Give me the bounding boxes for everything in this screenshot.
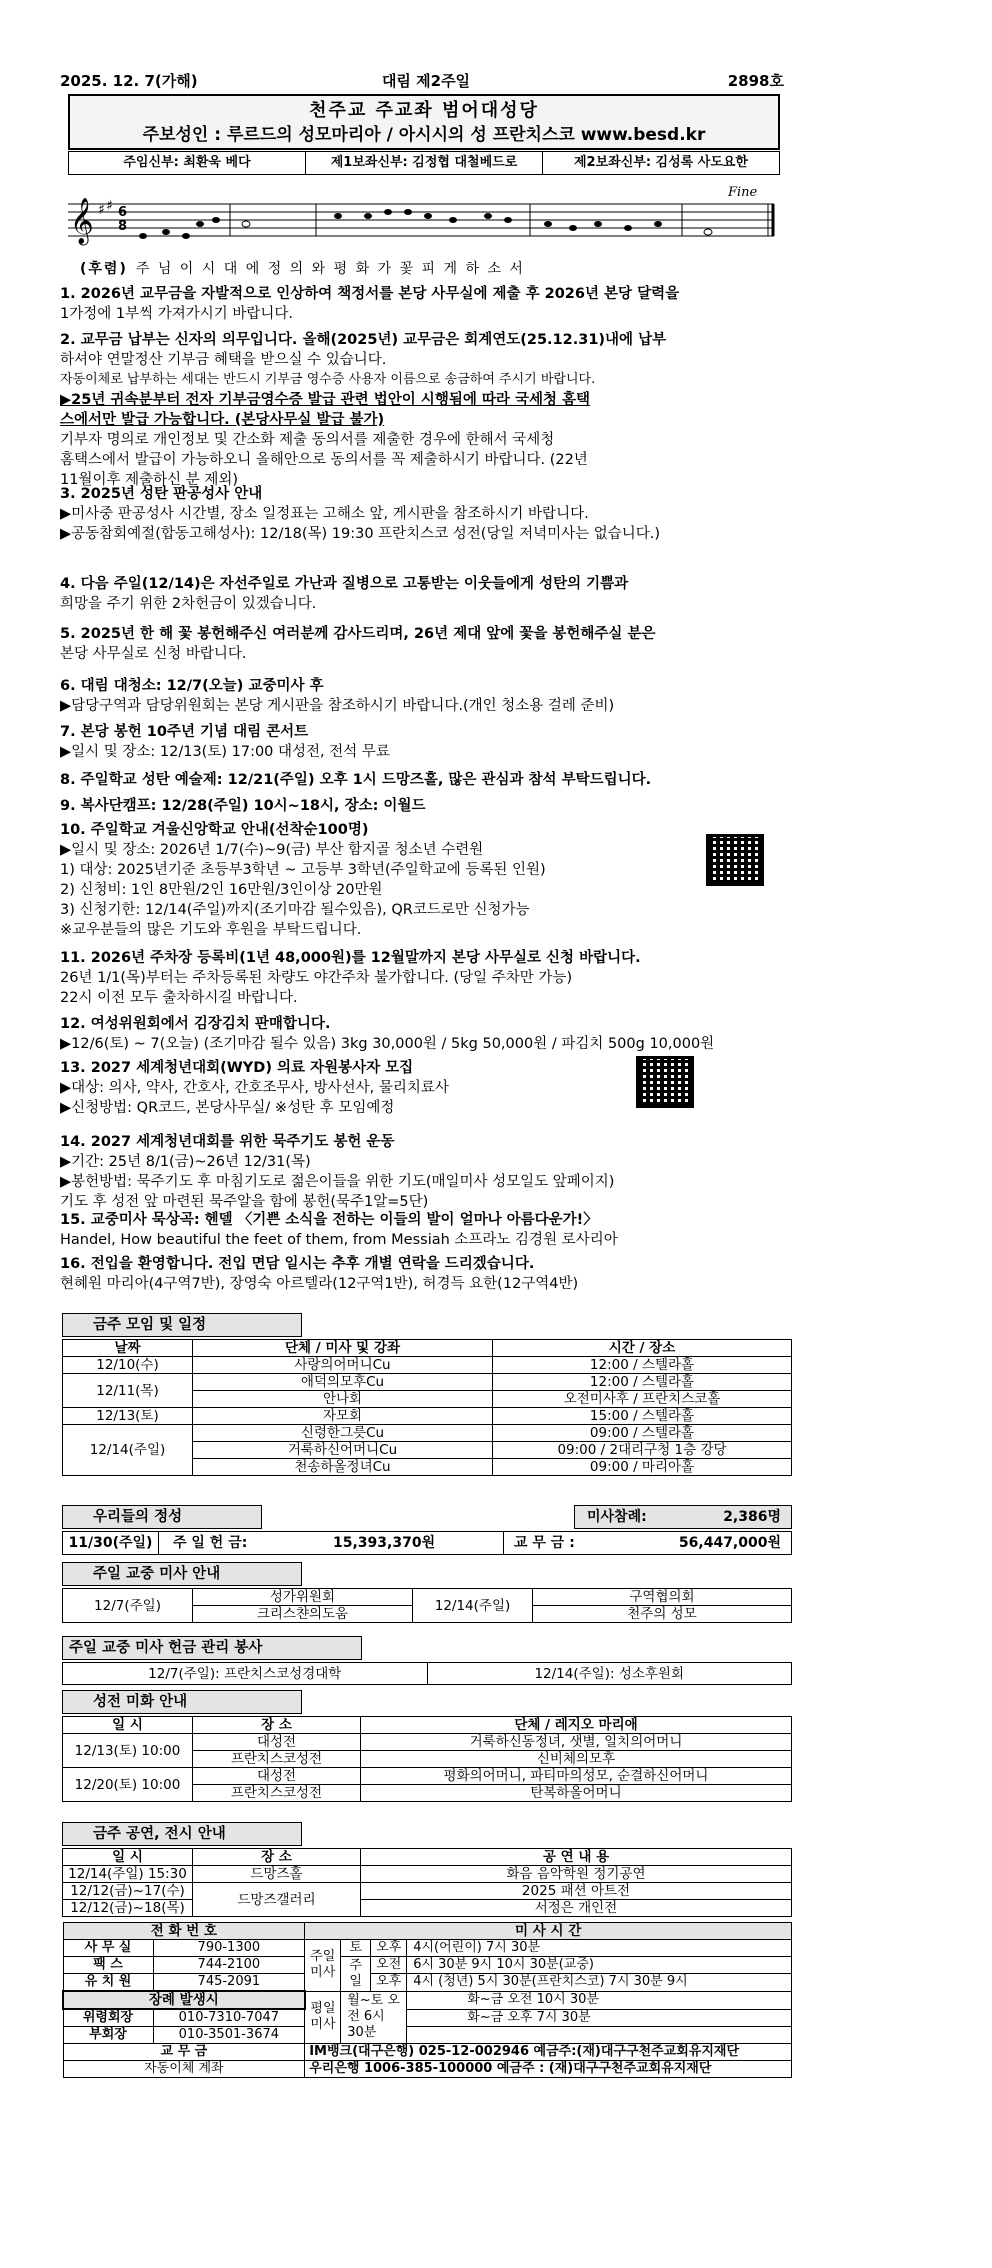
table-row — [63, 1357, 792, 1374]
table-row — [63, 1408, 792, 1425]
tithe-value: 56,447,000원 — [678, 1535, 781, 1551]
notice-line: 16. 전입을 환영합니다. 전입 면담 일시는 추후 개별 연락을 드리겠습니다. — [60, 1256, 535, 1272]
notice-item — [60, 284, 790, 324]
notice-item — [60, 948, 790, 1008]
table-cell: 12/20(토) 10:00 — [63, 1768, 193, 1802]
table-row — [63, 1923, 792, 1940]
svg-text:♯: ♯ — [98, 202, 105, 218]
assistant-priest-1: 제1보좌신부: 김정협 대철베드로 — [306, 152, 543, 174]
svg-text:♯: ♯ — [106, 198, 113, 214]
table-row — [63, 2044, 792, 2061]
meetings-title: 금주 모임 및 일정 — [62, 1313, 302, 1337]
table-cell: 오후 — [371, 1974, 407, 1992]
table-cell: 12/12(금)~18(목) — [63, 1900, 193, 1917]
table-cell: 토 — [341, 1940, 371, 1957]
table-cell: 대성전 — [193, 1734, 361, 1751]
table-row — [63, 1589, 792, 1606]
notice-item — [60, 330, 790, 490]
table-cell: 팩 스 — [63, 1957, 153, 1974]
lyrics-text: 주 님 이 시 대 에 정 의 와 평 화 가 꽃 피 게 하 소 서 — [135, 261, 525, 277]
table-cell: 12:00 / 스텔라홀 — [493, 1357, 792, 1374]
notice-line: 본당 사무실로 신청 바랍니다. — [60, 646, 247, 662]
notice-line: 희망을 주기 위한 2차헌금이 있겠습니다. — [60, 596, 317, 612]
parish-header — [68, 94, 780, 150]
table-header-cell: 미 사 시 간 — [305, 1923, 792, 1940]
collection-title: 주일 교중 미사 헌금 관리 봉사 — [62, 1636, 362, 1660]
notice-line: 현혜원 마리아(4구역7반), 장영숙 아르텔라(12구역1반), 허경득 요한(12구역4반) — [60, 1276, 579, 1292]
cleaning-title: 성전 미화 안내 — [62, 1690, 302, 1714]
svg-text:6: 6 — [118, 205, 128, 220]
notice-line: 기부자 명의로 개인정보 및 간소화 제출 동의서를 제출한 경우에 한해서 국세청 — [60, 432, 555, 448]
parish-patrons: 주보성인 : 루르드의 성모마리아 / 아시시의 성 프란치스코 www.besd.kr — [142, 125, 706, 145]
table-row — [63, 1663, 792, 1685]
notice-line: 기도 후 성전 앞 마련된 묵주알을 함에 봉헌(묵주1알=5단) — [60, 1194, 429, 1210]
table-cell: 프란치스코성전 — [193, 1785, 361, 1802]
table-cell: 09:00 / 2대리구청 1층 강당 — [493, 1442, 792, 1459]
notice-line: Handel, How beautiful the feet of them, from Messiah 소프라노 김경원 로사리아 — [60, 1232, 618, 1248]
table-cell: 주일 미사 — [305, 1940, 341, 1992]
notice-line: ▶일시 및 장소: 12/13(토) 17:00 대성전, 전석 무료 — [60, 744, 390, 760]
notice-item — [60, 1210, 790, 1250]
notice-line: ※교우분들의 많은 기도와 후원을 부탁드립니다. — [60, 922, 362, 938]
table-cell: 월~토 오전 6시 30분 — [341, 1991, 407, 2044]
cleaning-table — [62, 1716, 792, 1802]
contact-mass-table — [62, 1922, 792, 2078]
notice-line: 14. 2027 세계청년대회를 위한 묵주기도 봉헌 운동 — [60, 1134, 395, 1150]
table-cell: 거룩하신어머니Cu — [193, 1442, 493, 1459]
notice-line: 2. 교무금 납부는 신자의 의무입니다. 올해(2025년) 교무금은 회계연도(25.12.31)내에 납부 — [60, 332, 667, 348]
table-cell: 2025 패션 아트전 — [361, 1883, 792, 1900]
notice-item — [60, 1254, 790, 1294]
offering-date: 11/30(주일) — [63, 1532, 159, 1554]
table-cell: 대성전 — [193, 1768, 361, 1785]
table-cell: 사 무 실 — [63, 1940, 153, 1957]
mass-attendance-box — [574, 1505, 792, 1529]
table-cell: 745-2091 — [153, 1974, 305, 1992]
table-cell: 12/14(주일) — [63, 1425, 193, 1476]
notice-line: ▶신청방법: QR코드, 본당사무실/ ※성탄 후 모임예정 — [60, 1100, 395, 1116]
table-cell: 신령한그릇Cu — [193, 1425, 493, 1442]
notice-line: ▶대상: 의사, 약사, 간호사, 간호조무사, 방사선사, 물리치료사 — [60, 1080, 449, 1096]
table-cell: 신비체의모후 — [361, 1751, 792, 1768]
table-cell: 화~금 오전 10시 30분 — [407, 1991, 792, 2009]
table-cell: 15:00 / 스텔라홀 — [493, 1408, 792, 1425]
table-cell: 드망즈홀 — [193, 1866, 361, 1883]
table-cell: 교 무 금 — [63, 2044, 305, 2061]
notice-item — [60, 796, 790, 816]
notice-line: ▶25년 귀속분부터 전자 기부금영수증 발급 관련 법안이 시행됨에 따라 국세청 홈택 — [60, 392, 591, 408]
table-cell: 화~금 오후 7시 30분 — [407, 2009, 792, 2027]
mass-attendance-value: 2,386명 — [723, 1509, 781, 1525]
table-cell: 천송하올정녀Cu — [193, 1459, 493, 1476]
table-cell: 주일 — [341, 1957, 371, 1992]
table-row — [63, 1425, 792, 1442]
table-row — [63, 1768, 792, 1785]
offering-row — [62, 1531, 792, 1555]
liturgical-sunday: 대림 제2주일 — [381, 72, 471, 90]
col-time: 시간 / 장소 — [493, 1340, 792, 1357]
table-cell: 12/12(금)~17(수) — [63, 1883, 193, 1900]
qr-code-winter-school[interactable] — [706, 834, 764, 886]
notice-item — [60, 1132, 790, 1212]
table-row — [63, 1957, 792, 1974]
table-cell: 09:00 / 스텔라홀 — [493, 1425, 792, 1442]
table-cell: 오전미사후 / 프란치스코홀 — [493, 1391, 792, 1408]
table-cell: 12:00 / 스텔라홀 — [493, 1374, 792, 1391]
table-cell: 서정은 개인전 — [361, 1900, 792, 1917]
mass-guide-table — [62, 1588, 792, 1623]
notice-item — [60, 1014, 790, 1054]
notice-line: 스에서만 발급 가능합니다. (본당사무실 발급 불가) — [60, 412, 385, 428]
table-cell: 크리스챤의도움 — [193, 1606, 413, 1623]
table-cell: 4시(어린이) 7시 30분 — [407, 1940, 792, 1957]
top-bar — [58, 70, 794, 94]
table-cell: IM뱅크(대구은행) 025-12-002946 예금주:(재)대구구천주교회유지재단 — [305, 2044, 792, 2061]
qr-code-wyd-volunteer[interactable] — [636, 1056, 694, 1108]
table-row — [63, 1866, 792, 1883]
notice-line: 하셔야 연말정산 기부금 혜택을 받으실 수 있습니다. — [60, 352, 387, 368]
bulletin-date: 2025. 12. 7(가해) — [60, 72, 198, 90]
table-cell: 오전 — [371, 1957, 407, 1974]
table-cell: 드망즈갤러리 — [193, 1883, 361, 1917]
table-cell: 4시 (청년) 5시 30분(프란치스코) 7시 30분 9시 — [407, 1974, 792, 1992]
notice-line: 3) 신청기한: 12/14(주일)까지(조기마감 될수있음), QR코드로만 신청가능 — [60, 902, 530, 918]
table-cell: 사랑의어머니Cu — [193, 1357, 493, 1374]
notice-line: 3. 2025년 성탄 판공성사 안내 — [60, 486, 263, 502]
table-cell: 안나회 — [193, 1391, 493, 1408]
table-row — [63, 1974, 792, 1992]
notice-item — [60, 624, 790, 664]
table-cell: 거룩하신동정녀, 샛별, 일치의어머니 — [361, 1734, 792, 1751]
offering-title: 우리들의 정성 — [62, 1505, 262, 1529]
weekly-offering-value: 15,393,370원 — [333, 1535, 436, 1551]
notice-line: ▶일시 및 장소: 2026년 1/7(수)~9(금) 부산 함지골 청소년 수련원 — [60, 842, 484, 858]
table-row — [63, 2061, 792, 2078]
table-cell: 자동이체 계좌 — [63, 2061, 305, 2078]
weekly-offering-label: 주 일 헌 금: — [173, 1535, 248, 1551]
table-header-cell: 장례 발생시 — [63, 1991, 305, 2009]
notice-line: 7. 본당 봉헌 10주년 기념 대림 콘서트 — [60, 724, 309, 740]
table-cell: 천주의 성모 — [533, 1606, 792, 1623]
notice-line: ▶공동참회예절(합동고해성사): 12/18(목) 19:30 프란치스코 성전(당일 저녁미사는 없습니다.) — [60, 526, 661, 542]
table-header-cell: 장 소 — [193, 1849, 361, 1866]
notice-line: 22시 이전 모두 출차하시길 바랍니다. — [60, 990, 298, 1006]
notice-line: 8. 주일학교 성탄 예술제: 12/21(주일) 오후 1시 드망즈홀, 많은 관심과 참석 부탁드립니다. — [60, 772, 652, 788]
notice-line: 13. 2027 세계청년대회(WYD) 의료 자원봉사자 모집 — [60, 1060, 414, 1076]
table-cell: 12/14(주일): 성소후원회 — [427, 1663, 792, 1685]
table-header-row — [63, 1717, 792, 1734]
notice-line: 5. 2025년 한 해 꽃 봉헌해주신 여러분께 감사드리며, 26년 제대 앞에 꽃을 봉헌해주실 분은 — [60, 626, 656, 642]
table-cell: 오후 — [371, 1940, 407, 1957]
events-title: 금주 공연, 전시 안내 — [62, 1822, 302, 1846]
music-staff — [68, 182, 780, 262]
assistant-priest-2: 제2보좌신부: 김성록 사도요한 — [574, 155, 748, 170]
table-cell: 12/7(주일): 프란치스코성경대학 — [63, 1663, 428, 1685]
table-cell: 평화의어머니, 파티마의성모, 순결하신어머니 — [361, 1768, 792, 1785]
table-cell: 6시 30분 9시 10시 30분(교중) — [407, 1957, 792, 1974]
table-row — [63, 1940, 792, 1957]
notice-line: 1) 대상: 2025년기준 초등부3학년 ~ 고등부 3학년(주일학교에 등록된 인원) — [60, 862, 546, 878]
table-header-cell: 일 시 — [63, 1717, 193, 1734]
table-cell: 12/7(주일) — [63, 1589, 193, 1623]
svg-text:𝄞: 𝄞 — [70, 198, 94, 244]
notice-line: 자동이체로 납부하는 세대는 반드시 기부금 영수증 사용자 이름으로 송금하여 주시기 바랍니다. — [60, 372, 596, 387]
notice-item — [60, 676, 790, 716]
notice-line: 1. 2026년 교무금을 자발적으로 인상하여 책정서를 본당 사무실에 제출 후 2026년 본당 달력을 — [60, 286, 680, 302]
table-row — [63, 2027, 792, 2044]
table-row — [63, 1374, 792, 1391]
table-cell: 성가위원회 — [193, 1589, 413, 1606]
table-header-row — [63, 1340, 792, 1357]
mass-guide-title: 주일 교중 미사 안내 — [62, 1562, 302, 1586]
table-cell: 12/13(토) — [63, 1408, 193, 1425]
table-header-cell: 장 소 — [193, 1717, 361, 1734]
table-cell: 010-7310-7047 — [153, 2009, 305, 2027]
notice-line: 1가정에 1부씩 가져가시기 바랍니다. — [60, 306, 293, 322]
mass-attendance-label: 미사참례: — [587, 1509, 647, 1525]
notice-line: 15. 교중미사 묵상곡: 헨델 〈기쁜 소식을 전하는 이들의 발이 얼마나 아름다운가!〉 — [60, 1212, 598, 1228]
notice-line: ▶12/6(토) ~ 7(오늘) (조기마감 될수 있음) 3kg 30,000원 / 5kg 50,000원 / 파김치 500g 10,000원 — [60, 1036, 715, 1052]
events-table — [62, 1848, 792, 1917]
table-row — [63, 2009, 792, 2027]
notice-line: ▶봉헌방법: 묵주기도 후 마침기도로 젊은이들을 위한 기도(매일미사 성모일도 앞페이지) — [60, 1174, 615, 1190]
tithe-label: 교 무 금 : — [503, 1532, 575, 1554]
notice-item — [60, 820, 790, 940]
table-row — [63, 1734, 792, 1751]
collection-table — [62, 1662, 792, 1685]
table-cell: 구역협의회 — [533, 1589, 792, 1606]
table-cell: 프란치스코성전 — [193, 1751, 361, 1768]
clergy-bar — [68, 151, 780, 175]
table-cell: 09:00 / 마리아홀 — [493, 1459, 792, 1476]
table-cell: 12/13(토) 10:00 — [63, 1734, 193, 1768]
table-cell: 애덕의모후Cu — [193, 1374, 493, 1391]
notice-line: 9. 복사단캠프: 12/28(주일) 10시~18시, 장소: 이월드 — [60, 798, 426, 814]
table-cell: 부회장 — [63, 2027, 153, 2044]
table-cell: 12/11(목) — [63, 1374, 193, 1408]
table-cell: 12/10(수) — [63, 1357, 193, 1374]
table-cell: 010-3501-3674 — [153, 2027, 305, 2044]
col-date: 날짜 — [63, 1340, 193, 1357]
table-cell: 12/14(주일) — [413, 1589, 533, 1623]
notice-line: 홈택스에서 발급이 가능하오니 올해안으로 동의서를 꼭 제출하시기 바랍니다. (22년 — [60, 452, 588, 468]
notice-item — [60, 770, 790, 790]
table-header-cell: 공 연 내 용 — [361, 1849, 792, 1866]
notice-line: 11월이후 제출하신 분 제외) — [60, 472, 239, 488]
table-cell: 우리은행 1006-385-100000 예금주 : (재)대구구천주교회유지재단 — [305, 2061, 792, 2078]
col-group: 단체 / 미사 및 강좌 — [193, 1340, 493, 1357]
notice-line: 6. 대림 대청소: 12/7(오늘) 교중미사 후 — [60, 678, 324, 694]
table-cell — [407, 2027, 792, 2044]
notice-line: ▶기간: 25년 8/1(금)~26년 12/31(목) — [60, 1154, 311, 1170]
notice-item — [60, 484, 790, 544]
table-cell: 790-1300 — [153, 1940, 305, 1957]
table-cell: 위령회장 — [63, 2009, 153, 2027]
pastor: 주임신부: 최환욱 베다 — [69, 152, 306, 174]
table-cell: 평일 미사 — [305, 1991, 341, 2044]
notice-line: 26년 1/1(목)부터는 주차등록된 차량도 야간주차 불가합니다. (당일 주차만 가능) — [60, 970, 573, 986]
meetings-table — [62, 1339, 792, 1476]
table-header-cell: 전 화 번 호 — [63, 1923, 305, 1940]
table-header-cell: 단체 / 레지오 마리애 — [361, 1717, 792, 1734]
table-row — [63, 1900, 792, 1917]
notice-line: 2) 신청비: 1인 8만원/2인 16만원/3인이상 20만원 — [60, 882, 383, 898]
notice-item — [60, 574, 790, 614]
table-row — [63, 1883, 792, 1900]
table-cell: 탄복하올어머니 — [361, 1785, 792, 1802]
table-cell: 자모회 — [193, 1408, 493, 1425]
table-header-row — [63, 1849, 792, 1866]
refrain-lyrics — [80, 258, 525, 278]
table-cell: 유 치 원 — [63, 1974, 153, 1992]
table-header-cell: 일 시 — [63, 1849, 193, 1866]
notice-line: 11. 2026년 주차장 등록비(1년 48,000원)를 12월말까지 본당 사무실로 신청 바랍니다. — [60, 950, 641, 966]
notice-line: ▶미사중 판공성사 시간별, 장소 일정표는 고해소 앞, 게시판을 참조하시기 바랍니다. — [60, 506, 589, 522]
table-cell: 화음 음악학원 정기공연 — [361, 1866, 792, 1883]
refrain-label: (후렴) — [80, 261, 128, 277]
fine-mark: Fine — [728, 185, 758, 200]
notice-line: 4. 다음 주일(12/14)은 자선주일로 가난과 질병으로 고통받는 이웃들에게 성탄의 기쁨과 — [60, 576, 629, 592]
parish-name: 천주교 주교좌 범어대성당 — [309, 100, 539, 121]
notice-item — [60, 722, 790, 762]
notice-line: 12. 여성위원회에서 김장김치 판매합니다. — [60, 1016, 331, 1032]
table-row — [63, 1991, 792, 2009]
table-cell: 12/14(주일) 15:30 — [63, 1866, 193, 1883]
table-cell: 744-2100 — [153, 1957, 305, 1974]
svg-text:8: 8 — [118, 219, 128, 234]
issue-number: 2898호 — [727, 72, 784, 90]
notice-line: ▶담당구역과 담당위원회는 본당 게시판을 참조하시기 바랍니다.(개인 청소용 걸레 준비) — [60, 698, 615, 714]
notice-line: 10. 주일학교 겨울신앙학교 안내(선착순100명) — [60, 822, 369, 838]
